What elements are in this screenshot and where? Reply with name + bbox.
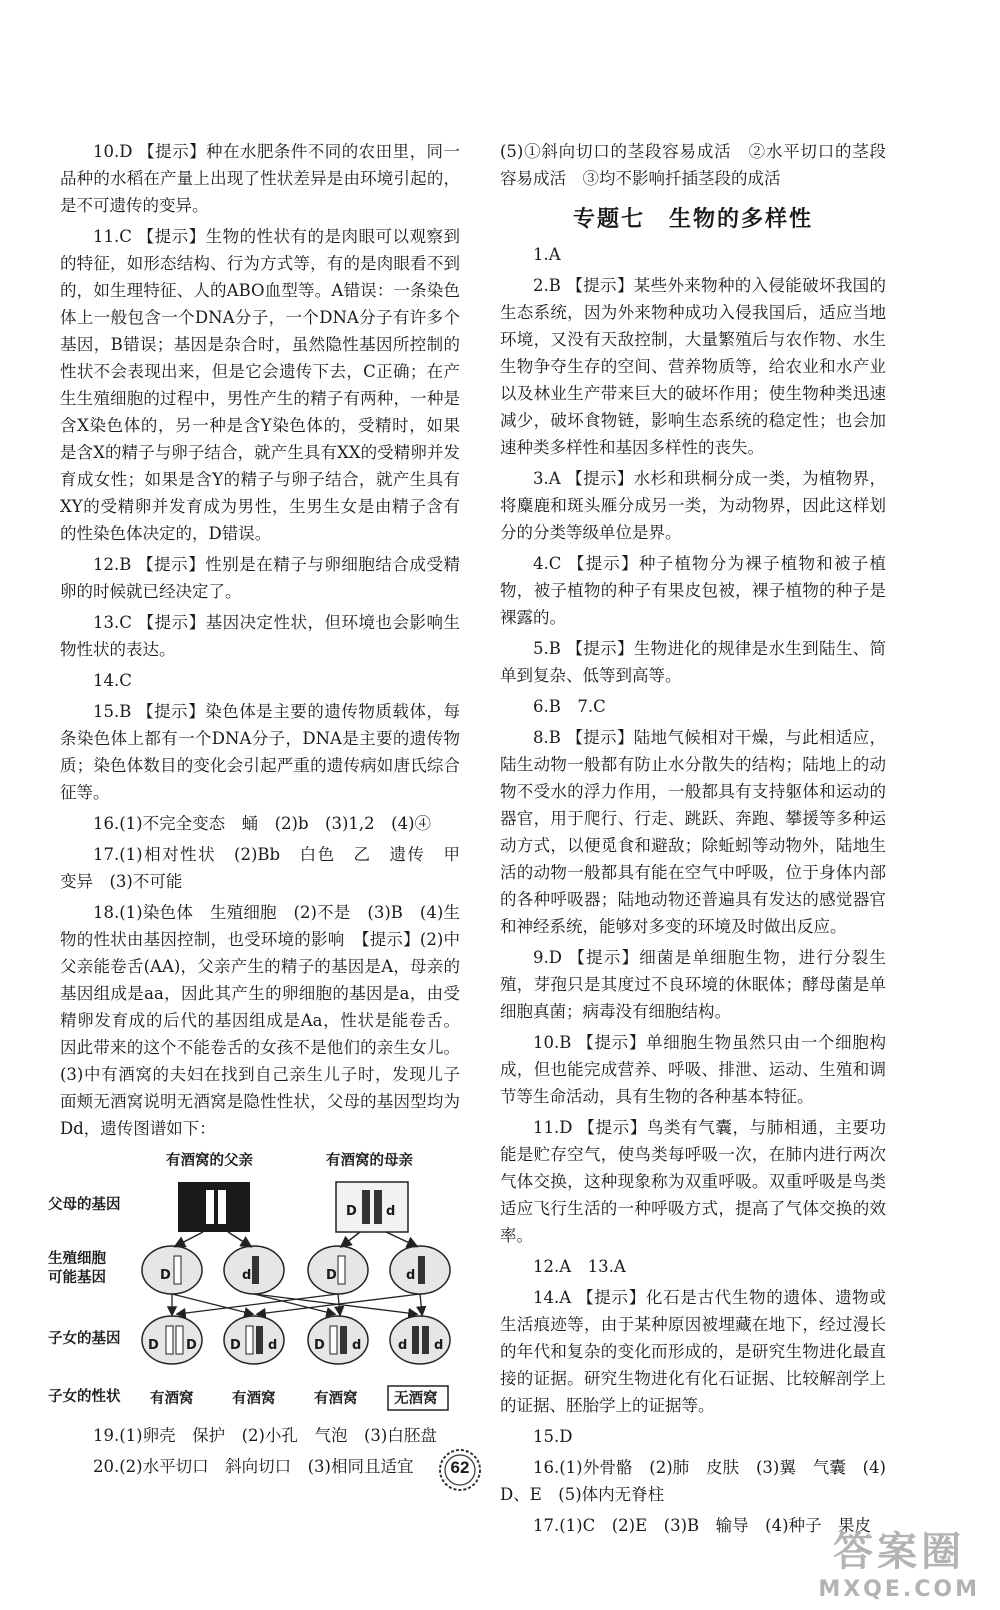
left-paragraph: 14.C bbox=[93, 671, 132, 690]
mother-gene-1: D bbox=[346, 1204, 357, 1219]
left-paragraph: 18.(1)染色体 生殖细胞 (2)不是 (3)B (4)生物的性状由基因控制，也受环境的影响 【提示】(2)中父亲能卷舌(AA)，父亲产生的精子的基因是A，母亲的基因组成是aa，因此其产生的卵细胞的基因是a，由受精卵发育成的后代的基因组成是Aa，性状是能卷舌。因此带来的这个不能卷舌的女孩不是他们的亲生女儿。(3)中有酒窝的夫妇在找到自己亲生儿子时，发现儿子面颊无酒窝说明无酒窝是隐性性状，父母的基因型均为Dd，遗传图谱如下： bbox=[60, 903, 460, 1138]
gamete-gene-2: d bbox=[242, 1268, 252, 1283]
gamete-gene-1: D bbox=[160, 1268, 171, 1283]
watermark-line-2: MXQE.COM bbox=[818, 1577, 980, 1602]
right-paragraph: 1.A bbox=[533, 245, 561, 264]
mother-chromosome-2 bbox=[374, 1190, 382, 1224]
right-paragraph: 14.A 【提示】化石是古代生物的遗体、遗物或生活痕迹等，由于某种原因被埋藏在地下，经过漫长的年代和复杂的变化而形成的，是研究生物进化最直接的证据。研究生物进化有化石证据、比较解剖学上的证据、胚胎学上的证据等。 bbox=[500, 1288, 886, 1415]
right-paragraph: 3.A 【提示】水杉和珙桐分成一类，为植物界，将麋鹿和斑头雁分成另一类，为动物界，因此这样划分的分类等级单位是界。 bbox=[500, 469, 886, 542]
right-paragraph: 9.D 【提示】细菌是单细胞生物，进行分裂生殖，芽孢只是其度过不良环境的休眠体；酵母菌是单细胞真菌；病毒没有细胞结构。 bbox=[500, 948, 886, 1021]
right-paragraph: 8.B 【提示】陆地气候相对干燥，与此相适应，陆生动物一般都有防止水分散失的结构；陆地上的动物不受水的浮力作用，一般都具有支持躯体和运动的器官，用于爬行、行走、跳跃、奔跑、攀援等多种运动方式，以便觅食和避敌；除蚯蚓等动物外，陆地生活的动物一般都具有能在空气中呼吸，位于身体内部的各种呼吸器；陆地动物还普遍具有发达的感觉器官和神经系统，能够对多变的环境及时做出反应。 bbox=[500, 728, 886, 936]
mother-gene-2: d bbox=[386, 1204, 396, 1219]
child-3-trait: 有酒窝 bbox=[314, 1391, 358, 1407]
left-paragraph: 19.(1)卵壳 保护 (2)小孔 气泡 (3)白胚盘 bbox=[93, 1426, 437, 1445]
gamete-1 bbox=[142, 1246, 202, 1294]
right-column bbox=[500, 138, 886, 1543]
left-paragraph: 12.B 【提示】性别是在精子与卵细胞结合成受精卵的时候就已经决定了。 bbox=[60, 555, 460, 601]
child-4-gene-a: d bbox=[398, 1338, 408, 1353]
section-title: 专题七 生物的多样性 bbox=[572, 207, 813, 232]
left-paragraph: 10.D 【提示】种在水肥条件不同的农田里，同一品种的水稻在产量上出现了性状差异是由环境引起的，是不可遗传的变异。 bbox=[60, 142, 460, 215]
gamete-gene-3: D bbox=[326, 1268, 337, 1283]
father-label: 有酒窝的父亲 bbox=[166, 1153, 253, 1169]
right-paragraph: 5.B 【提示】生物进化的规律是水生到陆生、简单到复杂、低等到高等。 bbox=[500, 639, 886, 685]
left-paragraph: 15.B 【提示】染色体是主要的遗传物质载体，每条染色体上都有一个DNA分子，DNA是主要的遗传物质；染色体数目的变化会引起严重的遗传病如唐氏综合征等。 bbox=[60, 702, 460, 802]
right-paragraph: 11.D 【提示】鸟类有气囊，与肺相通，主要功能是贮存空气，使鸟类每呼吸一次，在肺内进行两次气体交换，这种现象称为双重呼吸。双重呼吸是鸟类适应飞行生活的一种呼吸方式，提高了气体交换的效率。 bbox=[500, 1118, 886, 1245]
child-1-gene-b: D bbox=[186, 1338, 197, 1353]
left-paragraph: 17.(1)相对性状 (2)Bb 白色 乙 遗传 甲 变异 (3)不可能 bbox=[60, 845, 477, 891]
left-paragraph: 11.C 【提示】生物的性状有的是肉眼可以观察到的特征，如形态结构、行为方式等，有的是肉眼看不到的，如生理特征、人的ABO血型等。A错误：一条染色体上一般包含一个DNA分子，一个DNA分子有许多个基因，B错误；基因是杂合时，虽然隐性基因所控制的性状不会表现出来，但是它会遗传下去，C正确；在产生生殖细胞的过程中，男性产生的精子有两种，一种是含X染色体的，另一种是含Y染色体的，受精时，如果是含X的精子与卵子结合，就产生具有XX的受精卵并发育成女性；如果是含Y的精子与卵子结合，就产生具有XY的受精卵并发育成为男性，生男生女是由精子含有的性染色体决定的，D错误。 bbox=[60, 227, 460, 543]
row-label-parents: 父母的基因 bbox=[48, 1197, 121, 1213]
father-chromosome-2 bbox=[218, 1190, 226, 1224]
watermark-logo bbox=[818, 1520, 980, 1602]
row-label-traits: 子女的性状 bbox=[48, 1389, 121, 1405]
right-paragraph: 12.A 13.A bbox=[533, 1257, 626, 1276]
right-paragraph: (5)①斜向切口的茎段容易成活 ②水平切口的茎段容易成活 ③均不影响扦插茎段的成活 bbox=[500, 142, 886, 188]
father-chromosome-1 bbox=[206, 1190, 214, 1224]
mother-label: 有酒窝的母亲 bbox=[326, 1153, 413, 1169]
right-paragraph: 6.B 7.C bbox=[533, 697, 606, 716]
row-label-gametes: 生殖细胞 可能基因 bbox=[48, 1251, 106, 1286]
right-paragraph: 10.B 【提示】单细胞生物虽然只由一个细胞构成，但也能完成营养、呼吸、排泄、运动、生殖和调节等生命活动，具有生物的各种基本特征。 bbox=[500, 1033, 886, 1106]
watermark-line-1: 答案圈 bbox=[833, 1529, 966, 1575]
left-column bbox=[48, 138, 477, 1484]
child-4-trait: 无酒窝 bbox=[394, 1391, 438, 1407]
pedigree-lines bbox=[48, 1146, 468, 1416]
left-paragraph: 20.(2)水平切口 斜向切口 (3)相同且适宜 bbox=[93, 1457, 414, 1476]
child-1-trait: 有酒窝 bbox=[150, 1391, 194, 1407]
child-3-gene-a: D bbox=[314, 1338, 325, 1353]
right-paragraph: 15.D bbox=[533, 1427, 573, 1446]
pedigree-diagram bbox=[48, 1146, 468, 1416]
page-number-badge bbox=[420, 1442, 500, 1502]
left-paragraph: 16.(1)不完全变态 蛹 (2)b (3)1,2 (4)④ bbox=[93, 814, 432, 833]
row-label-children: 子女的基因 bbox=[48, 1331, 121, 1347]
child-2-gene-b: d bbox=[268, 1338, 278, 1353]
right-paragraph: 2.B 【提示】某些外来物种的入侵能破坏我国的生态系统，因为外来物种成功入侵我国后，适应当地环境，又没有天敌控制，大量繁殖后与农作物、水生生物争夺生存的空间、营养物质等，给农业和水产业以及林业生产带来巨大的破坏作用；使生物种类迅速减少，破坏食物链，影响生态系统的稳定性；也会加速种类多样性和基因多样性的丧失。 bbox=[500, 276, 886, 457]
child-2-trait: 有酒窝 bbox=[232, 1391, 276, 1407]
page-number: 62 bbox=[450, 1458, 470, 1477]
right-paragraph: 17.(1)C (2)E (3)B 输导 (4)种子 果皮 bbox=[533, 1516, 872, 1535]
child-3-gene-b: d bbox=[352, 1338, 362, 1353]
right-paragraph: 4.C 【提示】种子植物分为裸子植物和被子植物，被子植物的种子有果皮包被，裸子植物的种子是裸露的。 bbox=[500, 554, 886, 627]
child-2-gene-a: D bbox=[230, 1338, 241, 1353]
mother-chromosome-1 bbox=[362, 1190, 370, 1224]
left-paragraph: 13.C 【提示】基因决定性状，但环境也会影响生物性状的表达。 bbox=[60, 613, 460, 659]
child-1-gene-a: D bbox=[148, 1338, 159, 1353]
right-paragraph: 16.(1)外骨骼 (2)肺 皮肤 (3)翼 气囊 (4)D、E (5)体内无脊柱 bbox=[500, 1458, 886, 1504]
child-4-gene-b: d bbox=[434, 1338, 444, 1353]
gamete-gene-4: d bbox=[406, 1268, 416, 1283]
